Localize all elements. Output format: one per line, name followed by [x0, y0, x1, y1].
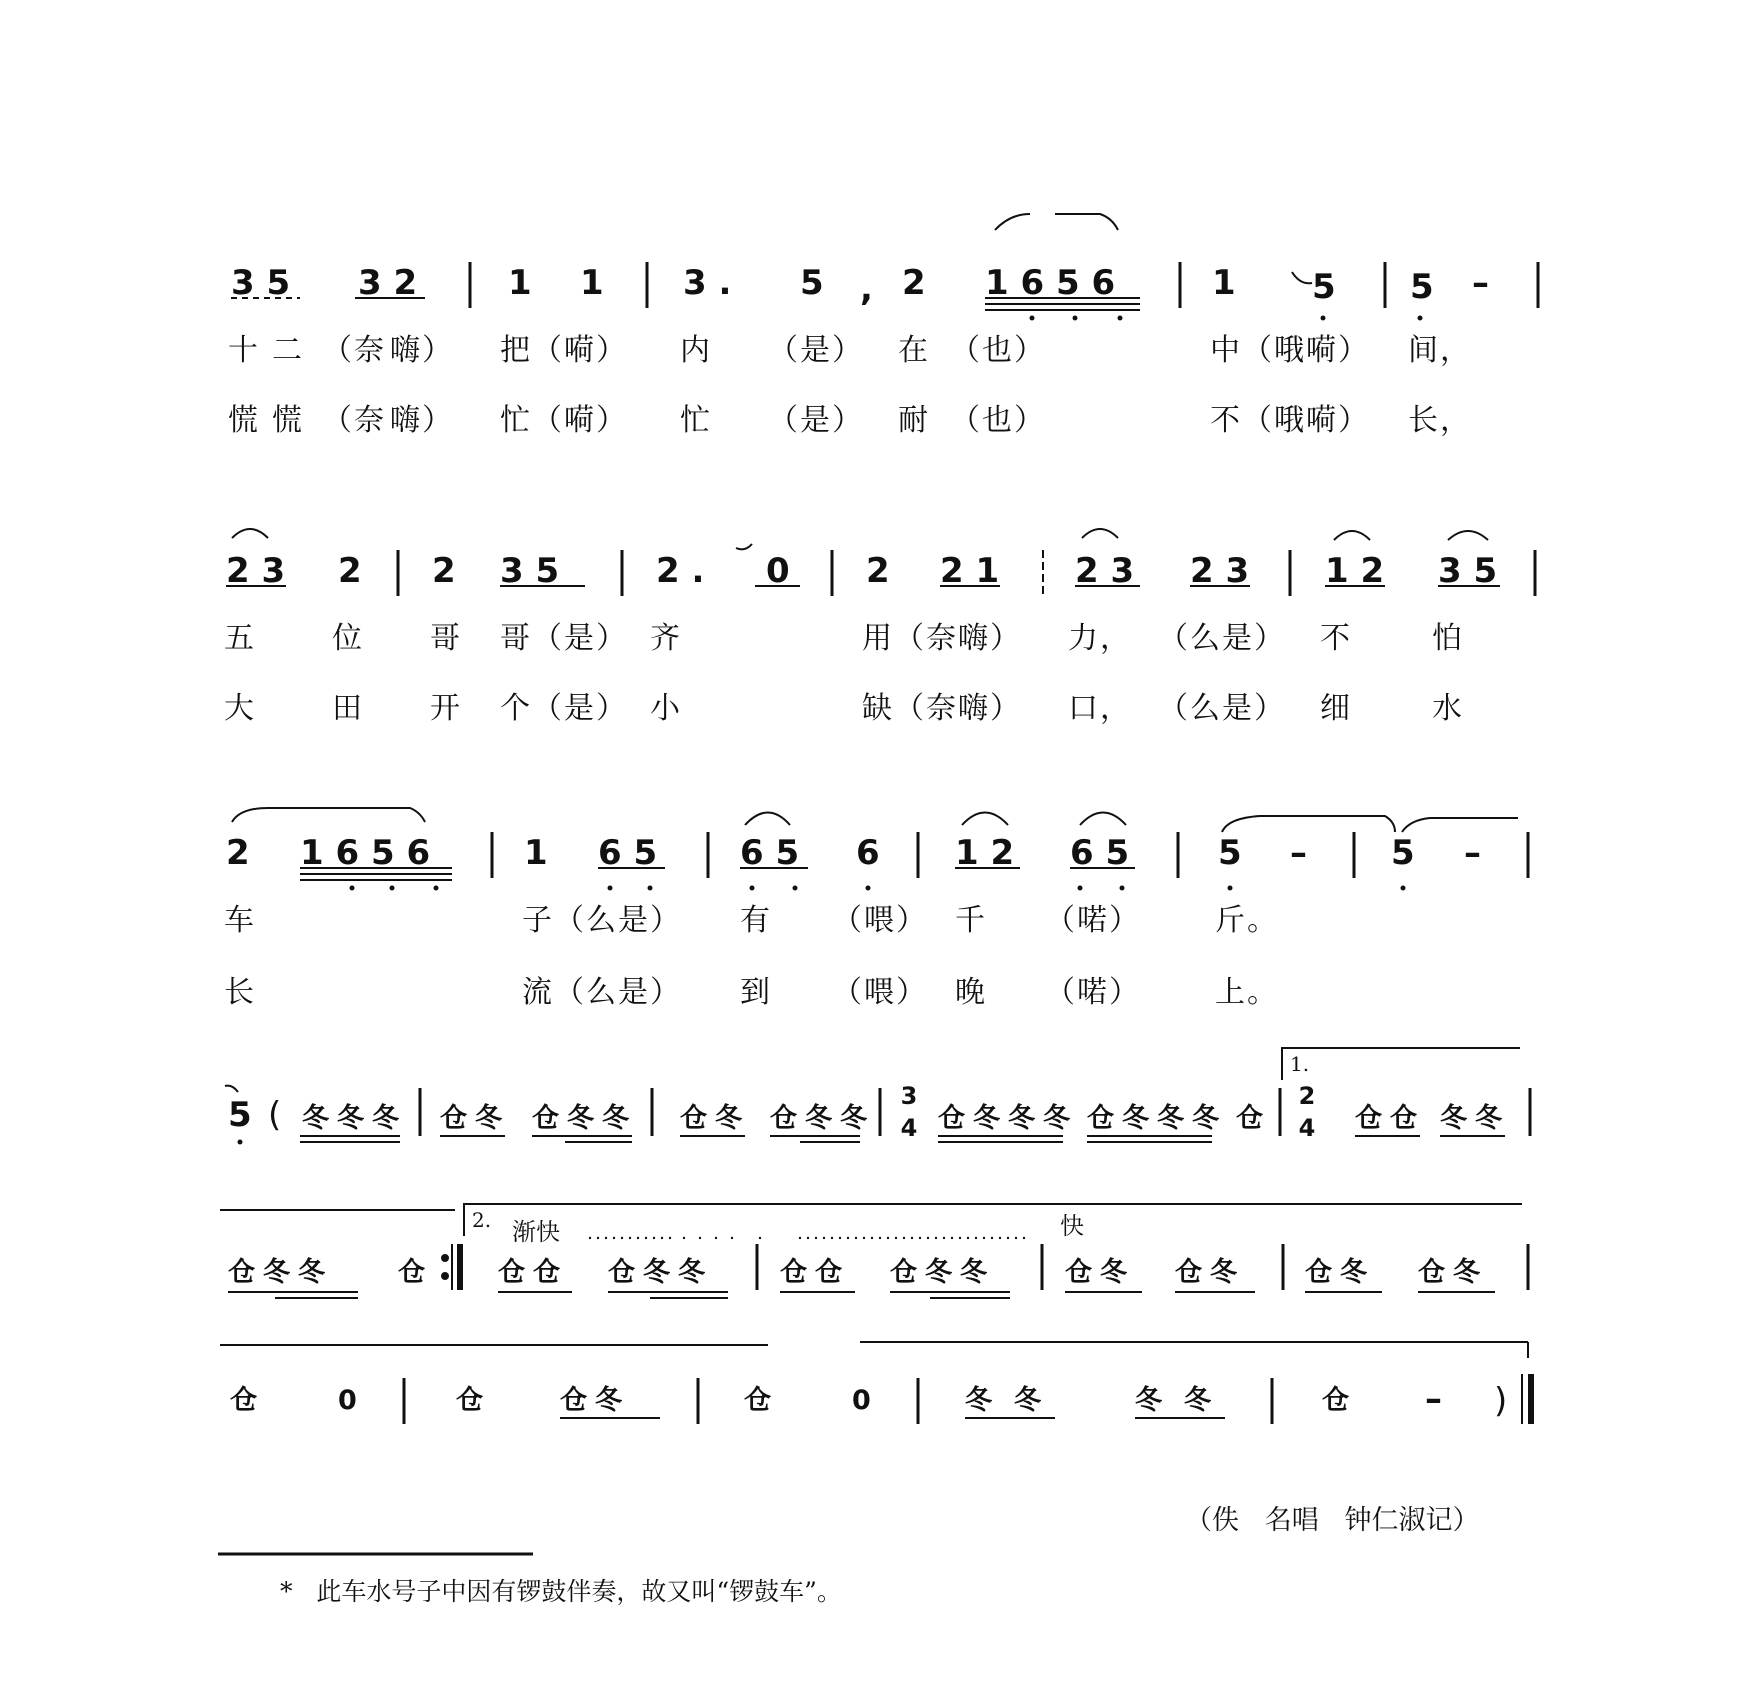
lyric: 五 — [224, 621, 256, 656]
lyric: （喂） — [832, 903, 928, 938]
lyric: 嗨） — [390, 403, 454, 438]
percussion-notes: 仓冬冬冬 — [1087, 1103, 1227, 1134]
tempo-marking: 快 — [1060, 1212, 1084, 1240]
lyric: 个（是） — [500, 691, 628, 726]
percussion-notes: 仓冬冬 — [890, 1257, 995, 1288]
note: 6 5 — [1070, 833, 1130, 873]
note: 5 — [1391, 833, 1415, 873]
lyric: 长 — [224, 975, 256, 1010]
open-paren: ( — [268, 1095, 282, 1135]
footnote: * 此车水号子中因有锣鼓伴奏，故又叫“锣鼓车”。 — [280, 1577, 842, 1606]
lyric: 二 — [272, 333, 304, 368]
lyric: 不 — [1320, 621, 1352, 656]
note: 2 — [432, 551, 456, 591]
lyric: 水 — [1432, 691, 1464, 726]
note: 2 . — [656, 551, 705, 591]
note: 2 3 — [1075, 551, 1135, 591]
rest: 0 — [852, 1385, 879, 1416]
lyric: 长， — [1408, 403, 1472, 438]
note: 1 — [1212, 263, 1236, 303]
percussion-notes: 仓冬冬冬 — [938, 1103, 1078, 1134]
lyric: 在 — [898, 333, 930, 368]
ending-2-label: 2. — [472, 1208, 492, 1232]
percussion-notes: 仓 — [456, 1385, 491, 1416]
dash: – — [1290, 833, 1307, 873]
note: 2 — [338, 551, 362, 591]
lyric: 用（奈嗨） — [862, 621, 1022, 656]
percussion-notes: 冬冬冬 — [302, 1103, 407, 1134]
time-signature-bottom: 4 — [900, 1114, 918, 1142]
lyric: 流（么是） — [522, 975, 682, 1010]
note: 2 — [226, 833, 250, 873]
ending-1-label: 1. — [1290, 1052, 1310, 1076]
percussion-notes: 仓 — [1322, 1385, 1357, 1416]
lyric: 小 — [650, 691, 682, 726]
lyric: （也） — [950, 333, 1046, 368]
note: 3 2 — [358, 263, 418, 303]
note: 2 — [866, 551, 890, 591]
lyric: 间， — [1408, 333, 1472, 368]
lyric: 慌 — [228, 403, 260, 438]
lyric: 内 — [680, 333, 712, 368]
lyric: 慌 — [272, 403, 304, 438]
lyric: 斤。 — [1215, 903, 1279, 938]
percussion-notes: 仓冬 — [1305, 1257, 1375, 1288]
lyric: 忙 — [680, 403, 712, 438]
note: 1 — [524, 833, 548, 873]
note: 6 5 — [598, 833, 658, 873]
lyric: 力， — [1068, 621, 1132, 656]
lyric: （么是） — [1158, 621, 1286, 656]
lyric: （么是） — [1158, 691, 1286, 726]
lyric: （是） — [768, 403, 864, 438]
note: 5 — [800, 263, 824, 303]
percussion-notes: 仓冬冬 — [608, 1257, 713, 1288]
lyric: （奈 — [322, 403, 386, 438]
dash: – — [1425, 1379, 1442, 1419]
percussion-notes: 仓冬 — [440, 1103, 510, 1134]
note: 6 — [856, 833, 880, 873]
note: 1 6 5 6 — [985, 263, 1116, 303]
lyric: 不（哦嗬） — [1210, 403, 1370, 438]
lyric: 有 — [740, 903, 772, 938]
percussion-notes: 仓 — [398, 1257, 433, 1288]
note: 6 5 — [740, 833, 800, 873]
percussion-notes: 仓冬冬 — [532, 1103, 637, 1134]
note: 2 1 — [940, 551, 1000, 591]
time-signature-bottom: 4 — [1298, 1114, 1316, 1142]
note: 2 3 — [226, 551, 286, 591]
close-paren: ) — [1494, 1381, 1508, 1421]
lyric: 中（哦嗬） — [1210, 333, 1370, 368]
note: 5 — [1312, 267, 1336, 307]
note: 1 — [508, 263, 532, 303]
lyric: 车 — [224, 903, 256, 938]
percussion-notes: 仓 — [1236, 1103, 1271, 1134]
breath-mark: , — [860, 269, 873, 309]
note: 3 . — [683, 263, 732, 303]
percussion-notes: 仓冬 — [1065, 1257, 1135, 1288]
note: 3 5 — [500, 551, 560, 591]
lyric: 开 — [430, 691, 462, 726]
percussion-notes: 仓冬冬 — [228, 1257, 333, 1288]
lyric: 把（嗬） — [500, 333, 628, 368]
note: 1 — [580, 263, 604, 303]
note: 5 — [1410, 267, 1434, 307]
percussion-notes: 仓冬 — [680, 1103, 750, 1134]
lyric: （喏） — [1045, 975, 1141, 1010]
lyric: 到 — [740, 975, 772, 1010]
lyric: （奈 — [322, 333, 386, 368]
note: 2 — [902, 263, 926, 303]
note: 3 5 — [1438, 551, 1498, 591]
lyric: 大 — [224, 691, 256, 726]
note: 3 5 — [231, 263, 291, 303]
time-signature-top: 2 — [1298, 1082, 1316, 1110]
lyric: 嗨） — [390, 333, 454, 368]
lyric: 上。 — [1215, 975, 1279, 1010]
lyric: 齐 — [650, 621, 682, 656]
lyric: 子（么是） — [522, 903, 682, 938]
percussion-notes: 冬冬 — [965, 1385, 1063, 1416]
percussion-notes: 冬冬 — [1440, 1103, 1510, 1134]
percussion-notes: 仓仓 — [498, 1257, 568, 1288]
percussion-notes: 仓仓 — [780, 1257, 850, 1288]
lyric: 口， — [1068, 691, 1132, 726]
lyric: 位 — [332, 621, 364, 656]
lyric: 哥（是） — [500, 621, 628, 656]
time-signature-top: 3 — [900, 1082, 918, 1110]
percussion-notes: 仓 — [230, 1385, 265, 1416]
lyric: 十 — [228, 333, 260, 368]
lyric: 怕 — [1432, 621, 1464, 656]
lyric: （是） — [768, 333, 864, 368]
lyric: 耐 — [898, 403, 930, 438]
note: 1 6 5 6 — [300, 833, 431, 873]
lyric: 晚 — [955, 975, 987, 1010]
tempo-marking: 渐快 — [512, 1218, 560, 1246]
percussion-notes: 仓冬 — [1418, 1257, 1488, 1288]
rest: 0 — [338, 1385, 365, 1416]
percussion-notes: 仓冬 — [560, 1385, 630, 1416]
lyric: 哥 — [430, 621, 462, 656]
lyric: （喏） — [1045, 903, 1141, 938]
note: 2 3 — [1190, 551, 1250, 591]
note: 1 2 — [1325, 551, 1385, 591]
lyric: （喂） — [832, 975, 928, 1010]
lyric: 细 — [1320, 691, 1352, 726]
lyric: 忙（嗬） — [500, 403, 628, 438]
note: 0 — [766, 551, 790, 591]
note: 1 2 — [955, 833, 1015, 873]
percussion-notes: 仓冬冬 — [770, 1103, 875, 1134]
note: 5 — [228, 1095, 252, 1135]
note: 5 — [1218, 833, 1242, 873]
percussion-notes: 仓 — [744, 1385, 779, 1416]
percussion-notes: 仓仓 — [1355, 1103, 1425, 1134]
dash: – — [1464, 833, 1481, 873]
lyric: 缺（奈嗨） — [862, 691, 1022, 726]
lyric: （也） — [950, 403, 1046, 438]
lyric: 田 — [332, 691, 364, 726]
lyric: 千 — [955, 903, 987, 938]
percussion-notes: 仓冬 — [1175, 1257, 1245, 1288]
credit-line: （佚 名唱 钟仁淑记） — [1185, 1505, 1480, 1536]
dash: – — [1472, 263, 1489, 303]
percussion-notes: 冬冬 — [1135, 1385, 1233, 1416]
